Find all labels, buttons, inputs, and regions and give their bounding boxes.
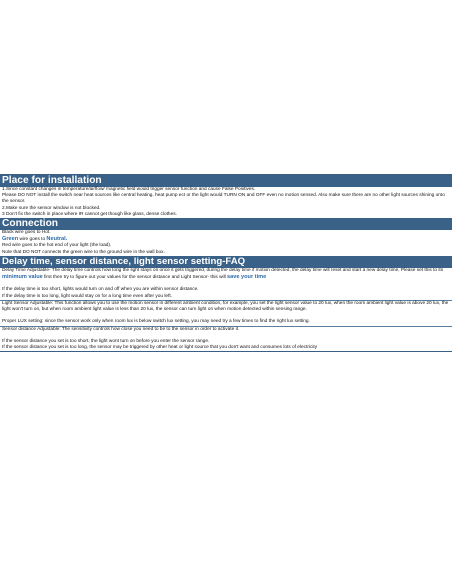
- connection-section: [0, 230, 452, 256]
- distance-too-long: If the sensor distance you set is too long, the sensor may be triggered by other heat or light source that you don't want and consumes lots of electricity: [2, 345, 318, 351]
- connection-header: Connection: [0, 218, 452, 230]
- distance-intro: Sensor distance Adjustable: The sensitivity controls how close you need to be to the sensor in order to activate it.: [2, 326, 240, 332]
- installation-line-2: Please DO NOT install the switch near heat sources like central heating, heat pump ect or the light would TURN ON and OFF even no motion sensed. Also make sure there are no other light sources shining onto the sensor.: [2, 193, 445, 205]
- delay-section: [0, 268, 452, 300]
- save-time-highlight: save your time: [227, 274, 267, 281]
- distance-too-short: If the sensor distance you set is too short, the light wont turn on before you enter the sensor range.: [2, 339, 210, 345]
- green-word: Green: [2, 236, 19, 243]
- connection-line-1: Black wire goes to Hot.: [2, 230, 51, 236]
- installation-section: [0, 187, 452, 218]
- installation-line-4: 3 Don't fix the switch in place where IR cannot get though like glass, dense clothes.: [2, 211, 177, 217]
- proper-lux-text: Proper LUX setting: since the sensor work only when room lux is below switch lux setting, you may need try a few times to find the right lux setting.: [2, 319, 310, 325]
- delay-intro: [2, 268, 450, 281]
- delay-intro-text: Delay Time Adjustable- The delay time controls how long the light stays on once it gets triggered, during the delay time if motion detected, the delay time will reset and start a new delay time, Please set this to its: [2, 267, 444, 273]
- delay-too-short: If the delay time is too short, lights would turn on and off when you are within sensor distance.: [2, 287, 199, 293]
- distance-section: [0, 327, 452, 352]
- connection-line-2-middle: wire goes to: [18, 237, 47, 243]
- light-sensor-text: Light Sensor Adjustable: This function allows you to use the motion sensor in different ambient condition, for example, you set the light sensor value to 20 lux, when the room ambient light value is above 20 lux, the light won't turn on, but when room ambient light value is less than 20 lux, the sensor can turn light on when motion detected within sensing range.: [2, 300, 449, 313]
- light-sensor-section: [0, 301, 452, 326]
- connection-line-3: Red wire goes to the hot end of your light (the load).: [2, 243, 112, 249]
- neutral-word: Neutral.: [46, 236, 68, 243]
- minimum-value-highlight: minimum value: [2, 274, 43, 281]
- faq-header: Delay time, sensor distance, light sensor setting-FAQ: [0, 256, 452, 268]
- installation-line-1: 1.Since constant changes in temperature/airflow/ magnetic field would trigger sensor function and cause False Positives.: [2, 187, 256, 192]
- delay-mid-text: first then try to figure out your values for the sensor distance and Light Sensor- this will: [42, 275, 228, 281]
- faq-sheet: [0, 174, 452, 352]
- connection-line-4: Note that DO NOT connects the green wire to the ground wire in the wall box.: [2, 249, 165, 255]
- delay-too-long: If the delay time is too long, light would stay on for a long time even after you left.: [2, 293, 173, 299]
- installation-header: Place for installation: [0, 175, 452, 187]
- installation-line-3: 2.Make sure the sensor window is not blocked.: [2, 205, 101, 211]
